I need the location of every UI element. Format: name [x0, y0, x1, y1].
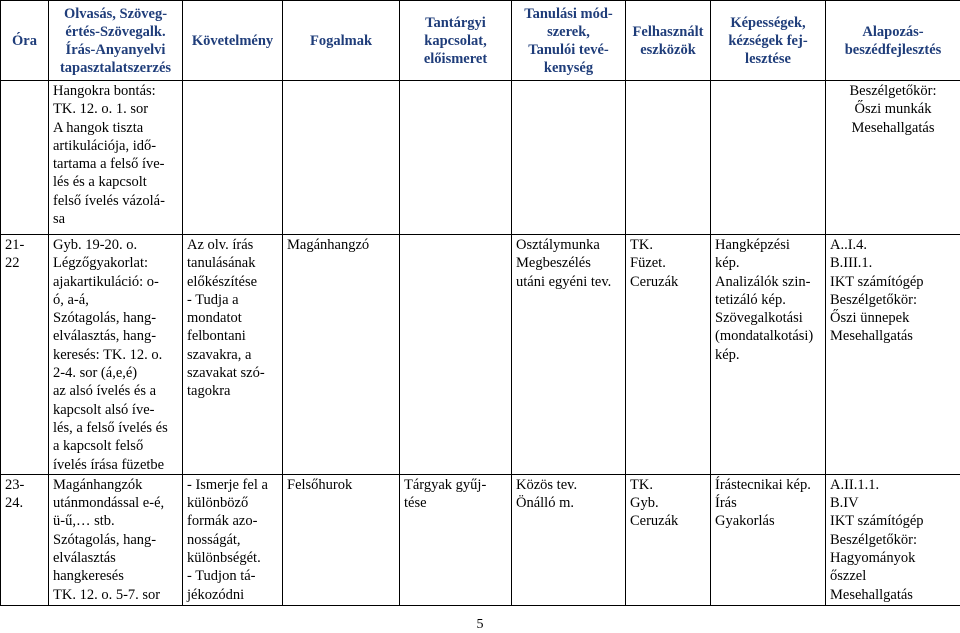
cell-line: Füzet.: [630, 255, 666, 272]
cell-line: a kapcsolt felső: [53, 438, 144, 455]
row-21-22-ora: [1, 235, 49, 475]
row-23-24-ora: [1, 474, 49, 605]
cell-line: Beszélgetőkör:: [830, 531, 917, 548]
cell-line: 21-: [5, 237, 25, 253]
cell-line: Beszélgetőkör:: [830, 291, 917, 308]
cell-line: IKT számítógép: [830, 273, 924, 290]
cell-line: TK. 12. o. 1. sor: [53, 101, 149, 118]
cell-line: Légzőgyakorlat:: [53, 255, 149, 272]
intro-alapozas: [826, 81, 960, 235]
cell-line: eszközök: [640, 42, 696, 58]
cell-line: Szövegalkotási: [715, 310, 803, 327]
cell-line: Ceruzák: [630, 513, 679, 530]
cell-line: Képességek,: [730, 15, 806, 31]
cell-line: kapcsolat,: [424, 33, 487, 49]
header-row: [1, 1, 960, 81]
cell-line: Az olv. írás: [187, 237, 254, 253]
cell-line: Írás-Anyanyelvi: [65, 42, 166, 58]
page-number: 5: [476, 617, 484, 632]
cell-line: Ceruzák: [630, 273, 679, 290]
header-kepessegek: [711, 1, 826, 81]
cell-line: előkészítése: [187, 273, 258, 290]
header-fogalmak: Fogalmak: [283, 1, 400, 81]
cell-line: szavakat szó-: [187, 365, 265, 382]
cell-line: Tantárgyi: [425, 15, 486, 31]
cell-line: Alapozás-: [862, 24, 924, 40]
cell-line: Önálló m.: [516, 495, 574, 512]
intro-tantargyi: [400, 81, 512, 235]
cell-line: Gyb.: [630, 495, 659, 512]
header-alapozas: [826, 1, 960, 81]
header-tanulasi: [512, 1, 626, 81]
intro-ora: [1, 81, 49, 235]
row-23-24-alapozas: [826, 474, 960, 605]
cell-line: Felsőhurok: [287, 476, 353, 493]
cell-line: sa: [53, 211, 66, 228]
cell-line: Tanulói tevé-: [528, 42, 609, 58]
cell-line: értés-Szövegalk.: [65, 24, 166, 40]
row-23-24-fogalmak: [283, 474, 400, 605]
cell-line: tagokra: [187, 383, 231, 400]
cell-line: B.III.1.: [830, 255, 873, 272]
cell-line: - Tudja a: [187, 291, 239, 308]
cell-line: őszzel: [830, 568, 867, 585]
cell-line: B.IV: [830, 495, 859, 512]
header-tantargyi: [400, 1, 512, 81]
cell-line: Tárgyak gyűj-: [404, 476, 487, 493]
cell-line: Mesehallgatás: [830, 586, 913, 603]
cell-line: Őszi ünnepek: [830, 310, 910, 327]
cell-line: elválasztás: [53, 550, 116, 567]
cell-line: Olvasás, Szöveg-: [63, 6, 168, 22]
cell-line: Hangképzési: [715, 237, 790, 253]
header-eszkozok: [626, 1, 711, 81]
cell-line: Megbeszélés: [516, 255, 591, 272]
row-23-24-tanulasi: [512, 474, 626, 605]
cell-line: Osztálymunka: [516, 237, 600, 253]
intro-eszkozok: [626, 81, 711, 235]
cell-line: kenység: [543, 60, 594, 76]
intro-olvasas: [49, 81, 183, 235]
row-23-24-kovetelmeny: [183, 474, 283, 605]
cell-line: utánmondással e-é,: [53, 495, 165, 512]
row-21-22-fogalmak: [283, 235, 400, 475]
cell-line: 24.: [5, 495, 24, 512]
cell-line: elválasztás, hang-: [53, 328, 157, 345]
cell-line: lés, a felső ívelés és: [53, 419, 168, 436]
cell-line: ajakartikuláció: o-: [53, 273, 159, 290]
cell-line: Analizálók szin-: [715, 273, 811, 290]
cell-line: IKT számítógép: [830, 513, 924, 530]
cell-line: tetizáló kép.: [715, 291, 786, 308]
cell-line: tése: [404, 495, 427, 512]
row-21-22-kepessegek: [711, 235, 826, 475]
cell-line: Hagyományok: [830, 550, 916, 567]
row-23-24: [1, 474, 960, 605]
row-21-22-tanulasi: [512, 235, 626, 475]
cell-line: TK.: [630, 476, 653, 493]
cell-line: mondatot: [187, 310, 242, 327]
cell-line: lés és a kapcsolt: [53, 174, 147, 191]
cell-line: hangkeresés: [53, 568, 124, 585]
cell-line: - Tudjon tá-: [187, 568, 256, 585]
row-21-22: [1, 235, 960, 475]
cell-line: Őszi munkák: [854, 101, 932, 118]
cell-line: A..I.4.: [830, 237, 868, 253]
cell-line: tanulásának: [187, 255, 256, 272]
cell-line: Szótagolás, hang-: [53, 531, 157, 548]
intro-row: [1, 81, 960, 235]
intro-kovetelmeny: [183, 81, 283, 235]
cell-line: kapcsolt alsó íve-: [53, 401, 155, 418]
cell-line: A.II.1.1.: [830, 476, 880, 493]
header-kovetelmeny: Követelmény: [183, 1, 283, 81]
cell-line: TK.: [630, 237, 653, 253]
row-21-22-eszkozok: [626, 235, 711, 475]
cell-line: ó, a-á,: [53, 291, 89, 308]
row-21-22-olvasas: [49, 235, 183, 475]
cell-line: artikulációja, idő-: [53, 137, 157, 154]
cell-line: A hangok tiszta: [53, 119, 144, 136]
cell-line: Magánhangzók: [53, 476, 143, 493]
cell-line: Gyakorlás: [715, 513, 775, 530]
row-21-22-tantargyi: [400, 235, 512, 475]
cell-line: Írástecnikai kép.: [715, 476, 811, 493]
row-23-24-eszkozok: [626, 474, 711, 605]
cell-line: ü-ű,… stb.: [53, 513, 115, 530]
row-23-24-kepessegek: [711, 474, 826, 605]
cell-line: utáni egyéni tev.: [516, 273, 612, 290]
row-21-22-kovetelmeny: [183, 235, 283, 475]
cell-line: felbontani: [187, 328, 246, 345]
cell-line: formák azo-: [187, 513, 258, 530]
row-23-24-olvasas: [49, 474, 183, 605]
cell-line: Beszélgetőkör:: [849, 83, 937, 99]
cell-line: az alsó ívelés és a: [53, 383, 157, 400]
intro-tanulasi: [512, 81, 626, 235]
intro-kepessegek: [711, 81, 826, 235]
cell-line: jékozódni: [187, 586, 245, 603]
cell-line: 22: [5, 255, 20, 272]
cell-line: - Ismerje fel a: [187, 476, 268, 493]
cell-line: szerek,: [547, 24, 590, 40]
row-21-22-alapozas: [826, 235, 960, 475]
cell-line: Felhasznált: [632, 24, 704, 40]
cell-line: Közös tev.: [516, 476, 578, 493]
cell-line: beszédfejlesztés: [844, 42, 942, 58]
cell-line: TK. 12. o. 5-7. sor: [53, 586, 161, 603]
cell-line: előismeret: [423, 51, 488, 67]
cell-line: 23-: [5, 476, 25, 493]
cell-line: felső ívelés vázolá-: [53, 192, 165, 209]
header-ora: Óra: [1, 1, 49, 81]
cell-line: keresés: TK. 12. o.: [53, 346, 163, 363]
cell-line: kézségek fej-: [728, 33, 808, 49]
cell-line: ívelés írása füzetbe: [53, 456, 165, 473]
cell-line: Gyb. 19-20. o.: [53, 237, 138, 253]
cell-line: szavakra, a: [187, 346, 252, 363]
cell-line: tapasztalatszerzés: [59, 60, 172, 76]
cell-line: tartama a felső íve-: [53, 156, 165, 173]
cell-line: különböző: [187, 495, 249, 512]
cell-line: kép.: [715, 346, 740, 363]
cell-line: Szótagolás, hang-: [53, 310, 157, 327]
cell-line: Magánhangzó: [287, 237, 370, 253]
row-23-24-tantargyi: [400, 474, 512, 605]
cell-line: lesztése: [745, 51, 791, 67]
cell-line: Tanulási mód-: [524, 6, 613, 22]
cell-line: különbségét.: [187, 550, 261, 567]
cell-line: (mondatalkotási): [715, 328, 814, 345]
cell-line: Mesehallgatás: [830, 328, 913, 345]
intro-fogalmak: [283, 81, 400, 235]
cell-line: Mesehallgatás: [851, 119, 935, 136]
cell-line: nosságát,: [187, 531, 241, 548]
cell-line: 2-4. sor (á,e,é): [53, 365, 138, 382]
cell-line: kép.: [715, 255, 740, 272]
header-olvasas: [49, 1, 183, 81]
cell-line: Hangokra bontás:: [53, 83, 156, 99]
cell-line: Írás: [715, 495, 737, 512]
